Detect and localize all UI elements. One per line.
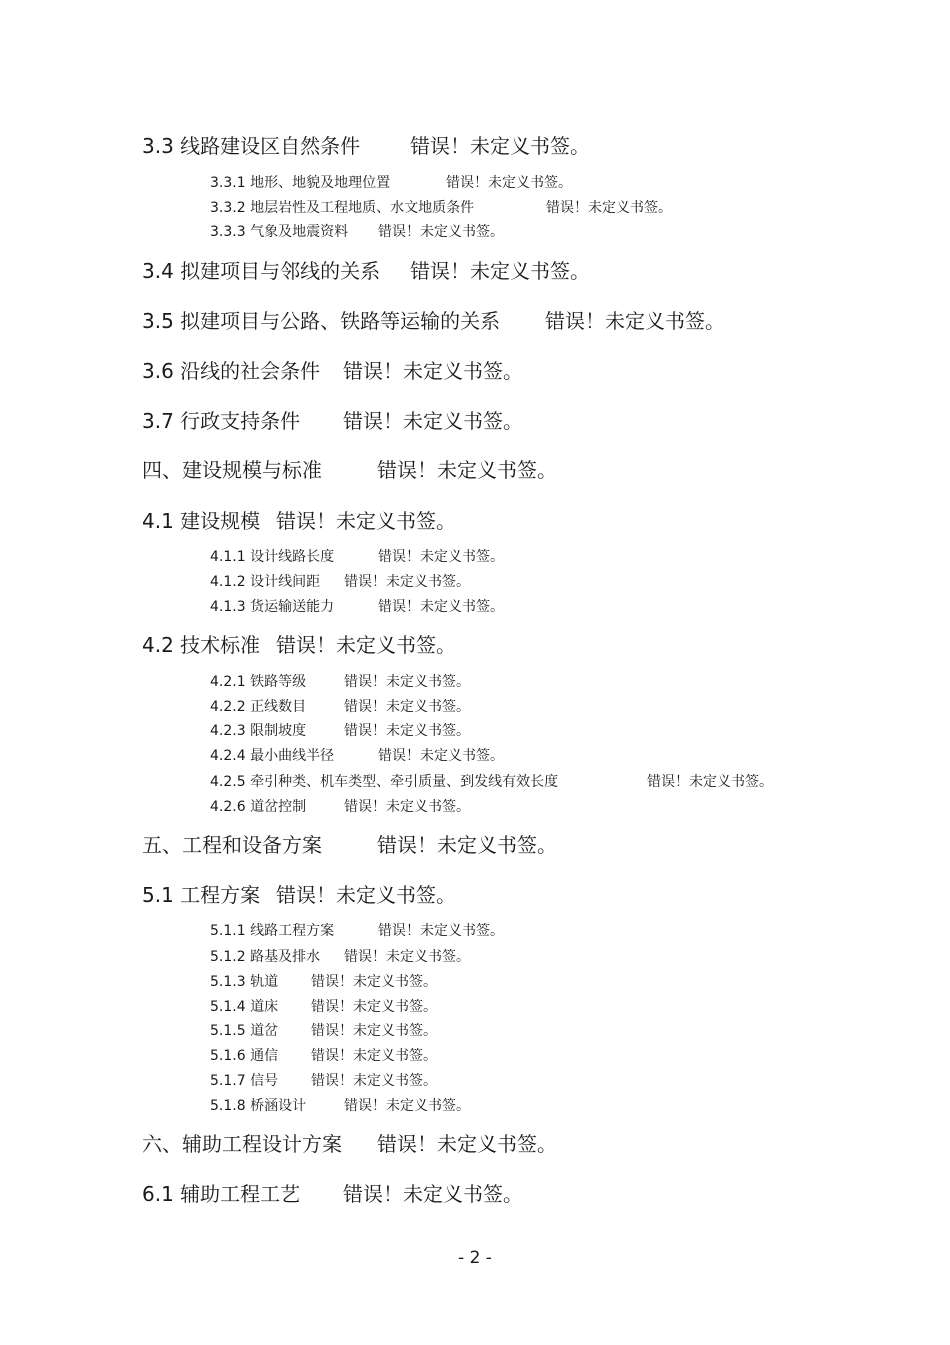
toc-entry-error: 错误！未定义书签。 [276,883,456,907]
toc-entry-error: 错误！未定义书签。 [344,799,470,815]
toc-entry-error: 错误！未定义书签。 [546,200,672,216]
toc-entry-title: 4.2.4 最小曲线半径 [210,748,335,764]
toc-entry-title: 4.2.2 正线数目 [210,699,307,715]
toc-entry-title: 5.1.3 轨道 [210,974,279,990]
toc-entry-title: 3.7 行政支持条件 [142,409,301,433]
toc-entry-title: 4.1.2 设计线间距 [210,574,321,590]
toc-entry-title: 5.1.8 桥涵设计 [210,1098,307,1114]
toc-entry-error: 错误！未定义书签。 [276,633,456,657]
toc-entry-title: 3.3.2 地层岩性及工程地质、水文地质条件 [210,200,475,216]
toc-entry-title: 6.1 辅助工程工艺 [142,1182,301,1206]
toc-entry-title: 3.4 拟建项目与邻线的关系 [142,259,381,283]
toc-entry-error: 错误！未定义书签。 [446,175,572,191]
toc-entry-error: 错误！未定义书签。 [344,723,470,739]
toc-entry-error: 错误！未定义书签。 [410,134,590,158]
toc-entry-error: 错误！未定义书签。 [343,409,523,433]
toc-entry-error: 错误！未定义书签。 [647,774,773,790]
toc-entry-title: 5.1.4 道床 [210,999,279,1015]
toc-entry-title: 4.1.1 设计线路长度 [210,549,335,565]
toc-entry-error: 错误！未定义书签。 [378,599,504,615]
toc-entry-title: 六、辅助工程设计方案 [142,1132,342,1156]
toc-entry-title: 5.1.2 路基及排水 [210,949,321,965]
toc-entry-error: 错误！未定义书签。 [377,1132,557,1156]
toc-entry-title: 3.3.3 气象及地震资料 [210,224,349,240]
toc-entry-title: 3.3.1 地形、地貌及地理位置 [210,175,391,191]
toc-entry-error: 错误！未定义书签。 [311,1023,437,1039]
toc-entry-title: 5.1.1 线路工程方案 [210,923,335,939]
toc-entry-error: 错误！未定义书签。 [344,574,470,590]
toc-entry-error: 错误！未定义书签。 [378,748,504,764]
toc-entry-error: 错误！未定义书签。 [311,1048,437,1064]
toc-entry-error: 错误！未定义书签。 [344,949,470,965]
toc-entry-title: 5.1.7 信号 [210,1073,279,1089]
toc-entry-title: 3.3 线路建设区自然条件 [142,134,361,158]
toc-entry-title: 4.1.3 货运输送能力 [210,599,335,615]
toc-entry-error: 错误！未定义书签。 [276,509,456,533]
page-number: - 2 - [458,1248,492,1268]
toc-entry-title: 4.2.5 牵引种类、机车类型、牵引质量、到发线有效长度 [210,774,559,790]
toc-entry-title: 四、建设规模与标准 [142,458,322,482]
toc-entry-error: 错误！未定义书签。 [344,674,470,690]
toc-entry-title: 4.2 技术标准 [142,633,261,657]
toc-entry-error: 错误！未定义书签。 [410,259,590,283]
toc-entry-error: 错误！未定义书签。 [311,1073,437,1089]
toc-entry-error: 错误！未定义书签。 [311,974,437,990]
toc-entry-title: 4.2.6 道岔控制 [210,799,307,815]
toc-entry-title: 5.1 工程方案 [142,883,261,907]
toc-entry-error: 错误！未定义书签。 [343,359,523,383]
toc-entry-error: 错误！未定义书签。 [378,923,504,939]
toc-entry-error: 错误！未定义书签。 [344,1098,470,1114]
toc-entry-title: 五、工程和设备方案 [142,833,322,857]
toc-entry-error: 错误！未定义书签。 [377,833,557,857]
toc-entry-error: 错误！未定义书签。 [378,224,504,240]
toc-entry-error: 错误！未定义书签。 [343,1182,523,1206]
toc-entry-error: 错误！未定义书签。 [378,549,504,565]
toc-entry-title: 5.1.6 通信 [210,1048,279,1064]
toc-entry-title: 3.5 拟建项目与公路、铁路等运输的关系 [142,309,501,333]
toc-entry-error: 错误！未定义书签。 [545,309,725,333]
toc-entry-error: 错误！未定义书签。 [344,699,470,715]
toc-entry-title: 3.6 沿线的社会条件 [142,359,321,383]
toc-entry-error: 错误！未定义书签。 [377,458,557,482]
toc-entry-title: 4.2.3 限制坡度 [210,723,307,739]
toc-entry-error: 错误！未定义书签。 [311,999,437,1015]
toc-entry-title: 4.1 建设规模 [142,509,261,533]
toc-entry-title: 4.2.1 铁路等级 [210,674,307,690]
toc-entry-title: 5.1.5 道岔 [210,1023,279,1039]
